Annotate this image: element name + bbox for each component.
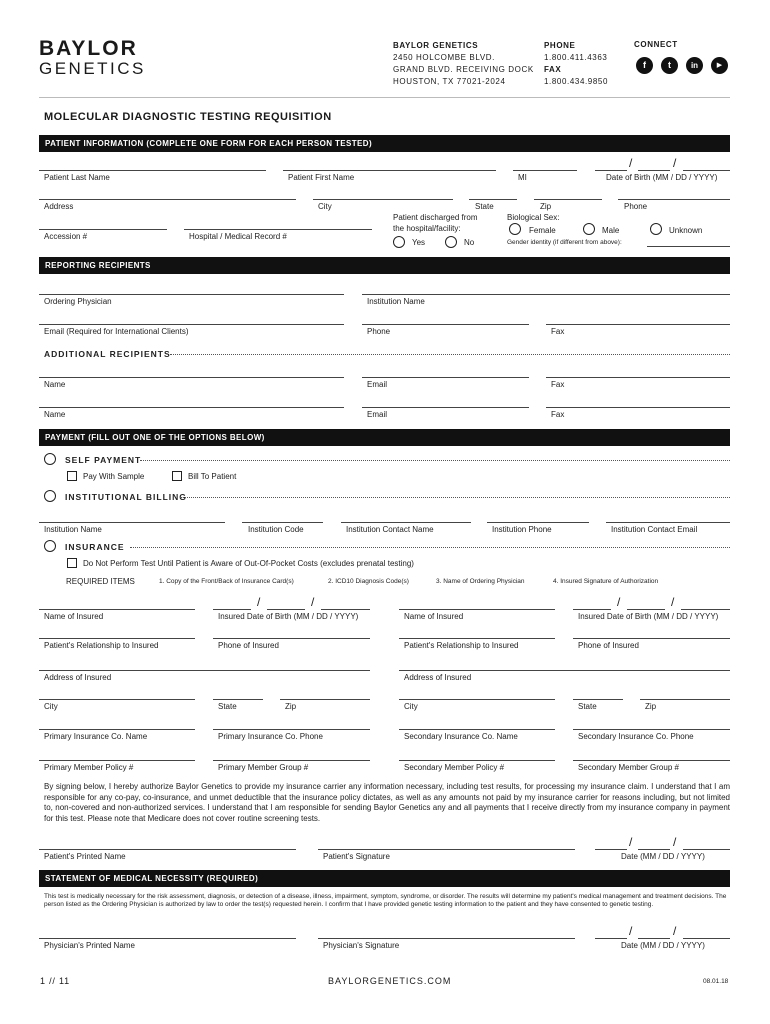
female-radio[interactable] (509, 223, 521, 235)
physician-printed-name-label: Physician's Printed Name (44, 941, 135, 950)
reporting-fax-field[interactable] (546, 324, 730, 325)
phone-field[interactable] (618, 199, 730, 200)
date-slash: / (671, 595, 675, 609)
physician-signature-label: Physician's Signature (323, 941, 400, 950)
insured-state-label: State (218, 702, 237, 711)
state-label: State (475, 202, 494, 211)
address-insured-label: Address of Insured (44, 673, 112, 682)
additional-fax-field-2[interactable] (546, 407, 730, 408)
address-label: Address (44, 202, 74, 211)
first-name-label: Patient First Name (288, 173, 355, 182)
primary-co-label: Primary Insurance Co. Name (44, 732, 148, 741)
primary-co-field[interactable] (39, 729, 195, 730)
state-field[interactable] (469, 199, 517, 200)
additional-name-field-1[interactable] (39, 377, 344, 378)
institution-name-label: Institution Name (367, 297, 425, 306)
required-items-label: REQUIRED ITEMS (66, 577, 135, 586)
inst-phone-label: Institution Phone (492, 525, 552, 534)
last-name-label: Patient Last Name (44, 173, 110, 182)
institution-name-field[interactable] (362, 294, 730, 295)
secondary-group-label: Secondary Member Group # (578, 763, 679, 772)
yes-label: Yes (412, 238, 426, 247)
form-title: MOLECULAR DIAGNOSTIC TESTING REQUISITION (44, 111, 332, 123)
insured-zip-label-2: Zip (645, 702, 657, 711)
insured-zip-field[interactable] (280, 699, 370, 700)
insured-city-label-2: City (404, 702, 418, 711)
relationship-label: Patient's Relationship to Insured (44, 641, 159, 650)
hospital-record-field[interactable] (184, 229, 372, 230)
address-field[interactable] (39, 199, 296, 200)
gender-identity-label: Gender identity (if different from above): (507, 239, 622, 246)
insured-dob-day-2[interactable] (627, 609, 665, 610)
version-date: 08.01.18 (703, 978, 729, 985)
primary-group-label: Primary Member Group # (218, 763, 309, 772)
additional-email-label-1: Email (367, 380, 388, 389)
patient-date-month[interactable] (595, 849, 627, 850)
hospital-record-label: Hospital / Medical Record # (189, 232, 287, 241)
insured-zip-field-2[interactable] (640, 699, 730, 700)
contact-block (544, 40, 608, 88)
primary-policy-field[interactable] (39, 760, 195, 761)
date-slash: / (673, 924, 677, 938)
insured-state-label-2: State (578, 702, 597, 711)
additional-name-label-2: Name (44, 410, 66, 419)
secondary-phone-label: Secondary Insurance Co. Phone (578, 732, 694, 741)
insured-dob-month-2[interactable] (573, 609, 611, 610)
linkedin-icon[interactable]: in (686, 57, 703, 74)
inst-email-field[interactable] (606, 522, 730, 523)
address-insured-field[interactable] (39, 670, 370, 671)
insured-city-label: City (44, 702, 58, 711)
relationship-field-2[interactable] (399, 638, 555, 639)
unknown-label: Unknown (669, 226, 703, 235)
insured-state-field-2[interactable] (573, 699, 623, 700)
fax-title: FAX (544, 65, 562, 74)
logo-line1: BAYLOR (39, 37, 138, 60)
inst-phone-field[interactable] (487, 522, 589, 523)
pay-with-sample-label: Pay With Sample (83, 472, 145, 481)
twitter-icon[interactable]: t (661, 57, 678, 74)
secondary-co-field[interactable] (399, 729, 555, 730)
discharged-label: Patient discharged from (393, 213, 478, 222)
reporting-phone-label: Phone (367, 327, 391, 336)
secondary-policy-field[interactable] (399, 760, 555, 761)
inst-name-field[interactable] (39, 522, 225, 523)
unknown-radio[interactable] (650, 223, 662, 235)
phone-insured-label: Phone of Insured (218, 641, 279, 650)
patient-info-header: PATIENT INFORMATION (COMPLETE ONE FORM FOR EACH PERSON TESTED) (39, 135, 730, 152)
page-number: 1 // 11 (40, 976, 70, 986)
primary-policy-label: Primary Member Policy # (44, 763, 134, 772)
city-field[interactable] (313, 199, 453, 200)
relationship-field[interactable] (39, 638, 195, 639)
primary-phone-label: Primary Insurance Co. Phone (218, 732, 323, 741)
ordering-physician-field[interactable] (39, 294, 344, 295)
medical-necessity-text: This test is medically necessary for the risk assessment, diagnosis, or detection of a disease, illness, impairment, symptom, syndrome, or disorder. The results will determine my patient's medical management and treatment decisions. The person listed as the Ordering Physician is authorized by law to order the test(s) requested herein. I confirm that I have provided genetic testing information to the patient and they have consented to genetic testing. (44, 893, 727, 908)
inst-code-label: Institution Code (248, 525, 304, 534)
required-item-1: 1. Copy of the Front/Back of Insurance Card(s) (159, 578, 294, 585)
accession-label: Accession # (44, 232, 88, 241)
insured-dob-label: Insured Date of Birth (MM / DD / YYYY) (218, 612, 359, 621)
inst-contact-name-label: Institution Contact Name (346, 525, 434, 534)
insured-zip-label: Zip (285, 702, 297, 711)
dotted-divider (140, 460, 730, 461)
additional-name-field-2[interactable] (39, 407, 344, 408)
additional-fax-label-2: Fax (551, 410, 565, 419)
patient-signature-field[interactable] (318, 849, 575, 850)
inst-email-label: Institution Contact Email (611, 525, 698, 534)
address-insured-field-2[interactable] (399, 670, 730, 671)
address-line3: HOUSTON, TX 77021-2024 (393, 77, 506, 86)
ordering-physician-label: Ordering Physician (44, 297, 112, 306)
physician-date-label: Date (MM / DD / YYYY) (621, 941, 705, 950)
dotted-divider (170, 354, 730, 355)
insured-dob-label-2: Insured Date of Birth (MM / DD / YYYY) (578, 612, 719, 621)
male-label: Male (602, 226, 620, 235)
connect-title: CONNECT (634, 40, 678, 49)
additional-email-field-2[interactable] (362, 407, 529, 408)
dob-year-field[interactable] (683, 170, 730, 171)
zip-field[interactable] (534, 199, 602, 200)
address-title: BAYLOR GENETICS (393, 41, 479, 50)
phone-title: PHONE (544, 41, 576, 50)
name-insured-field[interactable] (39, 609, 195, 610)
email-intl-field[interactable] (39, 324, 344, 325)
patient-printed-name-label: Patient's Printed Name (44, 852, 126, 861)
physician-date-year[interactable] (683, 938, 730, 939)
primary-group-field[interactable] (213, 760, 370, 761)
gender-identity-field[interactable] (647, 246, 730, 247)
mi-field[interactable] (513, 170, 577, 171)
required-item-3: 3. Name of Ordering Physician (436, 578, 525, 585)
pay-with-sample-checkbox[interactable] (67, 471, 77, 481)
date-slash: / (311, 595, 315, 609)
phone-label: Phone (624, 202, 648, 211)
male-radio[interactable] (583, 223, 595, 235)
physician-date-month[interactable] (595, 938, 627, 939)
inst-contact-name-field[interactable] (341, 522, 471, 523)
insured-dob-day[interactable] (267, 609, 305, 610)
date-slash: / (257, 595, 261, 609)
phone-insured-field-2[interactable] (573, 638, 730, 639)
insurance-radio[interactable] (44, 540, 56, 552)
secondary-policy-label: Secondary Member Policy # (404, 763, 505, 772)
last-name-field[interactable] (39, 170, 266, 171)
additional-recipients-heading: ADDITIONAL RECIPIENTS (44, 349, 171, 359)
discharged-no-radio[interactable] (445, 236, 457, 248)
biological-sex-label: Biological Sex: (507, 213, 560, 222)
reporting-fax-label: Fax (551, 327, 565, 336)
dob-slash: / (673, 156, 677, 170)
additional-fax-label-1: Fax (551, 380, 565, 389)
bill-to-patient-label: Bill To Patient (188, 472, 237, 481)
email-intl-label: Email (Required for International Clients) (44, 327, 189, 336)
fax-number: 1.800.434.9850 (544, 77, 609, 86)
required-item-4: 4. Insured Signature of Authorization (553, 578, 659, 585)
address-line2: GRAND BLVD. RECEIVING DOCK (393, 65, 534, 74)
dotted-divider (130, 547, 730, 548)
no-label: No (464, 238, 475, 247)
additional-email-label-2: Email (367, 410, 388, 419)
phone-insured-label-2: Phone of Insured (578, 641, 639, 650)
address-insured-label-2: Address of Insured (404, 673, 472, 682)
accession-field[interactable] (39, 229, 167, 230)
additional-fax-field-1[interactable] (546, 377, 730, 378)
website: BAYLORGENETICS.COM (328, 976, 452, 986)
additional-email-field-1[interactable] (362, 377, 529, 378)
youtube-icon[interactable]: ▶ (711, 57, 728, 74)
secondary-group-field[interactable] (573, 760, 730, 761)
inst-name-label: Institution Name (44, 525, 102, 534)
zip-label: Zip (540, 202, 552, 211)
insured-dob-month[interactable] (213, 609, 251, 610)
additional-name-label-1: Name (44, 380, 66, 389)
date-slash: / (629, 835, 633, 849)
insured-dob-year[interactable] (321, 609, 370, 610)
phone-insured-field[interactable] (213, 638, 370, 639)
header-divider (39, 97, 730, 98)
authorization-text: By signing below, I hereby authorize Baylor Genetics to provide my insurance carrier any information necessary, including test results, for processing my insurance claim. I understand that I am responsible for any co-pay, co-insurance, and unmet deductible that the insurance policy dictates, as well as any amounts not paid by my insurance carrier for reasons including, but not limited to, non-covered and non-authorized services. I understand that I am responsible for sending Baylor Genetics any and all payments that I receive directly from my insurance company in payment for this test. Please note that Medicare does not cover routine screening tests. (44, 782, 730, 823)
mi-label: MI (518, 173, 527, 182)
dotted-divider (180, 497, 730, 498)
reporting-phone-field[interactable] (362, 324, 529, 325)
insured-city-field-2[interactable] (399, 699, 555, 700)
insured-dob-year-2[interactable] (681, 609, 730, 610)
reporting-recipients-header: REPORTING RECIPIENTS (39, 257, 730, 274)
dob-label: Date of Birth (MM / DD / YYYY) (606, 173, 718, 182)
phone-number: 1.800.411.4363 (544, 53, 608, 62)
date-slash: / (673, 835, 677, 849)
secondary-co-label: Secondary Insurance Co. Name (404, 732, 518, 741)
primary-phone-field[interactable] (213, 729, 370, 730)
institutional-billing-label: INSTITUTIONAL BILLING (65, 492, 187, 502)
female-label: Female (529, 226, 556, 235)
patient-signature-label: Patient's Signature (323, 852, 390, 861)
insurance-label: INSURANCE (65, 542, 125, 552)
date-slash: / (617, 595, 621, 609)
relationship-label-2: Patient's Relationship to Insured (404, 641, 519, 650)
physician-printed-name-field[interactable] (39, 938, 296, 939)
name-insured-field-2[interactable] (399, 609, 555, 610)
city-label: City (318, 202, 332, 211)
logo-line2: GENETICS (39, 59, 146, 78)
medical-necessity-header: STATEMENT OF MEDICAL NECESSITY (REQUIRED) (39, 870, 730, 887)
physician-date-day[interactable] (638, 938, 670, 939)
insured-state-field[interactable] (213, 699, 263, 700)
name-insured-label-2: Name of Insured (404, 612, 464, 621)
facebook-icon[interactable]: f (636, 57, 653, 74)
physician-signature-field[interactable] (318, 938, 575, 939)
patient-date-year[interactable] (683, 849, 730, 850)
dob-day-field[interactable] (638, 170, 670, 171)
institutional-billing-radio[interactable] (44, 490, 56, 502)
do-not-perform-checkbox[interactable] (67, 558, 77, 568)
address-block (393, 40, 534, 88)
date-slash: / (629, 924, 633, 938)
dob-slash: / (629, 156, 633, 170)
patient-date-day[interactable] (638, 849, 670, 850)
bill-to-patient-checkbox[interactable] (172, 471, 182, 481)
self-payment-radio[interactable] (44, 453, 56, 465)
insured-city-field[interactable] (39, 699, 195, 700)
patient-printed-name-field[interactable] (39, 849, 296, 850)
do-not-perform-label: Do Not Perform Test Until Patient is Aware of Out-Of-Pocket Costs (excludes prenatal testing) (83, 559, 414, 568)
logo (39, 38, 146, 78)
address-line1: 2450 HOLCOMBE BLVD. (393, 53, 495, 62)
inst-code-field[interactable] (242, 522, 323, 523)
patient-date-label: Date (MM / DD / YYYY) (621, 852, 705, 861)
discharged-yes-radio[interactable] (393, 236, 405, 248)
payment-header: PAYMENT (FILL OUT ONE OF THE OPTIONS BELOW) (39, 429, 730, 446)
discharged-label-2: the hospital/facility: (393, 224, 461, 233)
name-insured-label: Name of Insured (44, 612, 104, 621)
required-item-2: 2. ICD10 Diagnosis Code(s) (328, 578, 409, 585)
self-payment-label: SELF PAYMENT (65, 455, 142, 465)
first-name-field[interactable] (283, 170, 496, 171)
dob-month-field[interactable] (595, 170, 627, 171)
secondary-phone-field[interactable] (573, 729, 730, 730)
